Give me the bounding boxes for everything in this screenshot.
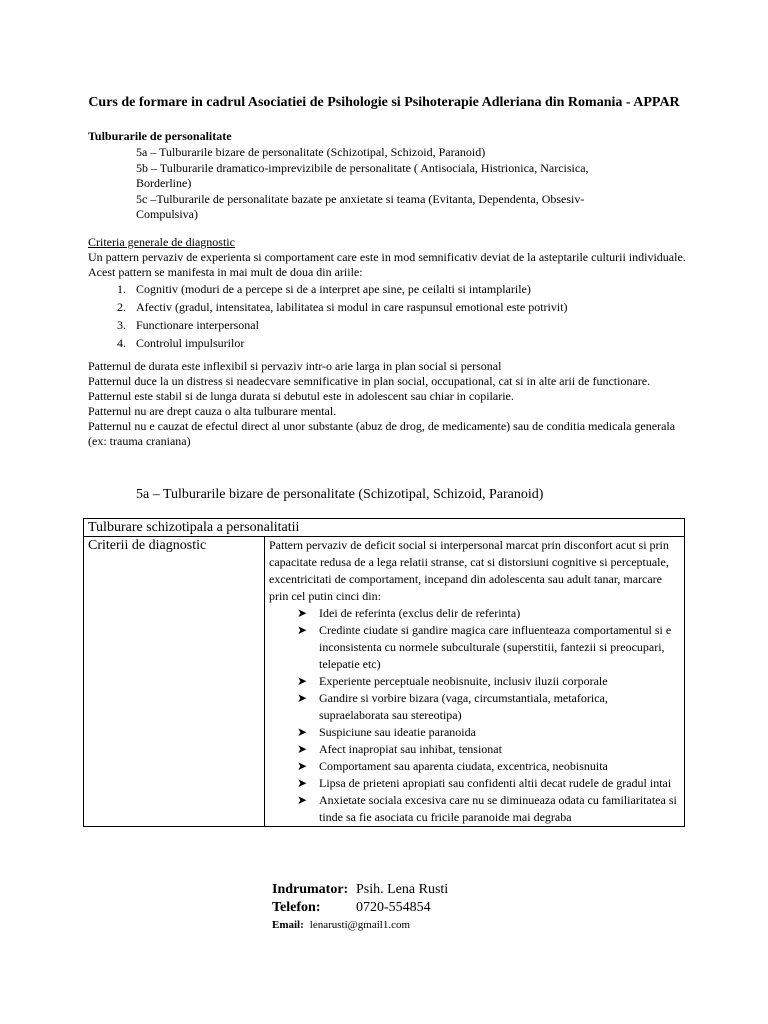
arrow-bullet-icon: ➤ bbox=[297, 623, 308, 637]
table-left-label: Criterii de diagnostic bbox=[84, 537, 265, 827]
table-intro: Pattern pervaziv de deficit social si interpersonal marcat prin disconfort acut si prin capacitate redusa de a lega relatii stranse, cat si distorsiuni cognitive si perceptuale, excentricitati de comportament, incepand din adolescenta sau adult tanar, marcare prin cel putin cinci din: bbox=[269, 538, 669, 603]
subsection-title: 5a – Tulburarile bizare de personalitate (Schizotipal, Schizoid, Paranoid) bbox=[136, 487, 544, 502]
criterion-item: ➤ Lipsa de prieteni apropiati sau confidenti altii decat rudele de gradul intai bbox=[269, 775, 680, 792]
phone-line bbox=[272, 899, 431, 916]
criterion-item: ➤ Comportament sau aparenta ciudata, excentrica, neobisnuita bbox=[269, 758, 680, 775]
criterion-item: ➤ Afect inapropiat sau inhibat, tensionat bbox=[269, 741, 680, 758]
arrow-bullet-icon: ➤ bbox=[297, 742, 308, 756]
arrow-bullet-icon: ➤ bbox=[297, 725, 308, 739]
statement: Patternul de durata este inflexibil si pervaziv intr-o arie larga in plan social si personal bbox=[88, 359, 502, 373]
statement: Patternul nu are drept cauza o alta tulburare mental. bbox=[88, 404, 337, 418]
arrow-bullet-icon: ➤ bbox=[297, 776, 308, 790]
instructor-value: Psih. Lena Rusti bbox=[356, 882, 449, 897]
arrow-bullet-icon: ➤ bbox=[297, 759, 308, 773]
cluster-item: 5a – Tulburarile bizare de personalitate (Schizotipal, Schizoid, Paranoid) bbox=[136, 145, 486, 159]
area-item: 4. Controlul impulsurilor bbox=[117, 336, 245, 350]
email-line bbox=[272, 917, 410, 934]
area-item: 3. Functionare interpersonal bbox=[117, 318, 259, 332]
table-criteria-cell bbox=[265, 537, 685, 827]
email-value[interactable]: lenarusti@gmail1.com bbox=[309, 919, 411, 931]
email-label: Email: bbox=[272, 919, 304, 931]
arrow-bullet-icon: ➤ bbox=[297, 606, 308, 620]
statement: Patternul duce la un distress si neadecvare semnificative in plan social, occupational, cat si in alte arii de functionare. bbox=[88, 374, 651, 388]
criteria-heading: Criteria generale de diagnostic bbox=[88, 235, 235, 249]
criterion-item: ➤ Experiente perceptuale neobisnuite, inclusiv iluzii corporale bbox=[269, 673, 680, 690]
criteria-table bbox=[83, 518, 685, 827]
arrow-bullet-icon: ➤ bbox=[297, 691, 308, 705]
criterion-item: ➤ Credinte ciudate si gandire magica care influenteaza comportamentul si e inconsistenta cu normele subculturale (superstitii, fantezii si preocupari, telepatie etc) bbox=[269, 622, 680, 673]
criterion-item: ➤ Anxietate sociala excesiva care nu se diminueaza odata cu familiaritatea si tinde sa fie asociata cu fricile paranoide mai degraba bbox=[269, 792, 680, 826]
arrow-bullet-icon: ➤ bbox=[297, 674, 308, 688]
cluster-item: 5b – Tulburarile dramatico-imprevizibile de personalitate ( Antisociala, Histrionica, Narcisica, Borderline) bbox=[136, 161, 589, 190]
document-title: Curs de formare in cadrul Asociatiei de Psihologie si Psihoterapie Adleriana din Romania - APPAR bbox=[88, 95, 680, 110]
statement: Patternul nu e cauzat de efectul direct al unor substante (abuz de drog, de medicamente) sau de conditia medicala generala (ex: trauma craniana) bbox=[88, 419, 676, 448]
criterion-item: ➤ Idei de referinta (exclus delir de referinta) bbox=[269, 605, 680, 622]
arrow-bullet-icon: ➤ bbox=[297, 793, 308, 807]
criteria-intro: Un pattern pervaziv de experienta si comportament care este in mod semnificativ deviat de la asteptarile culturii individuale. Acest pattern se manifesta in mai mult de doua din ariile: bbox=[88, 250, 686, 279]
area-item: 2. Afectiv (gradul, intensitatea, labilitatea si modul in care raspunsul emotional este potrivit) bbox=[117, 300, 568, 314]
area-item: 1. Cognitiv (moduri de a percepe si de a interpret ape sine, pe ceilalti si intamplarile) bbox=[117, 282, 531, 296]
statements bbox=[88, 359, 688, 449]
areas-list bbox=[88, 280, 568, 352]
section-title: Tulburarile de personalitate bbox=[88, 129, 232, 143]
instructor-line bbox=[272, 881, 448, 898]
phone-value: 0720-554854 bbox=[356, 900, 431, 915]
statement: Patternul este stabil si de lunga durata si debutul este in adolescent sau chiar in copilarie. bbox=[88, 389, 514, 403]
instructor-label: Indrumator: bbox=[272, 882, 349, 897]
phone-label: Telefon: bbox=[272, 900, 321, 915]
cluster-item: 5c –Tulburarile de personalitate bazate pe anxietate si teama (Evitanta, Dependenta, Obsesiv-Compulsiva) bbox=[136, 192, 585, 221]
table-title: Tulburare schizotipala a personalitatii bbox=[84, 519, 685, 537]
cluster-list bbox=[136, 145, 636, 223]
criterion-item: ➤ Suspiciune sau ideatie paranoida bbox=[269, 724, 680, 741]
criterion-item: ➤ Gandire si vorbire bizara (vaga, circumstantiala, metaforica, supraelaborata sau stereotipa) bbox=[269, 690, 680, 724]
